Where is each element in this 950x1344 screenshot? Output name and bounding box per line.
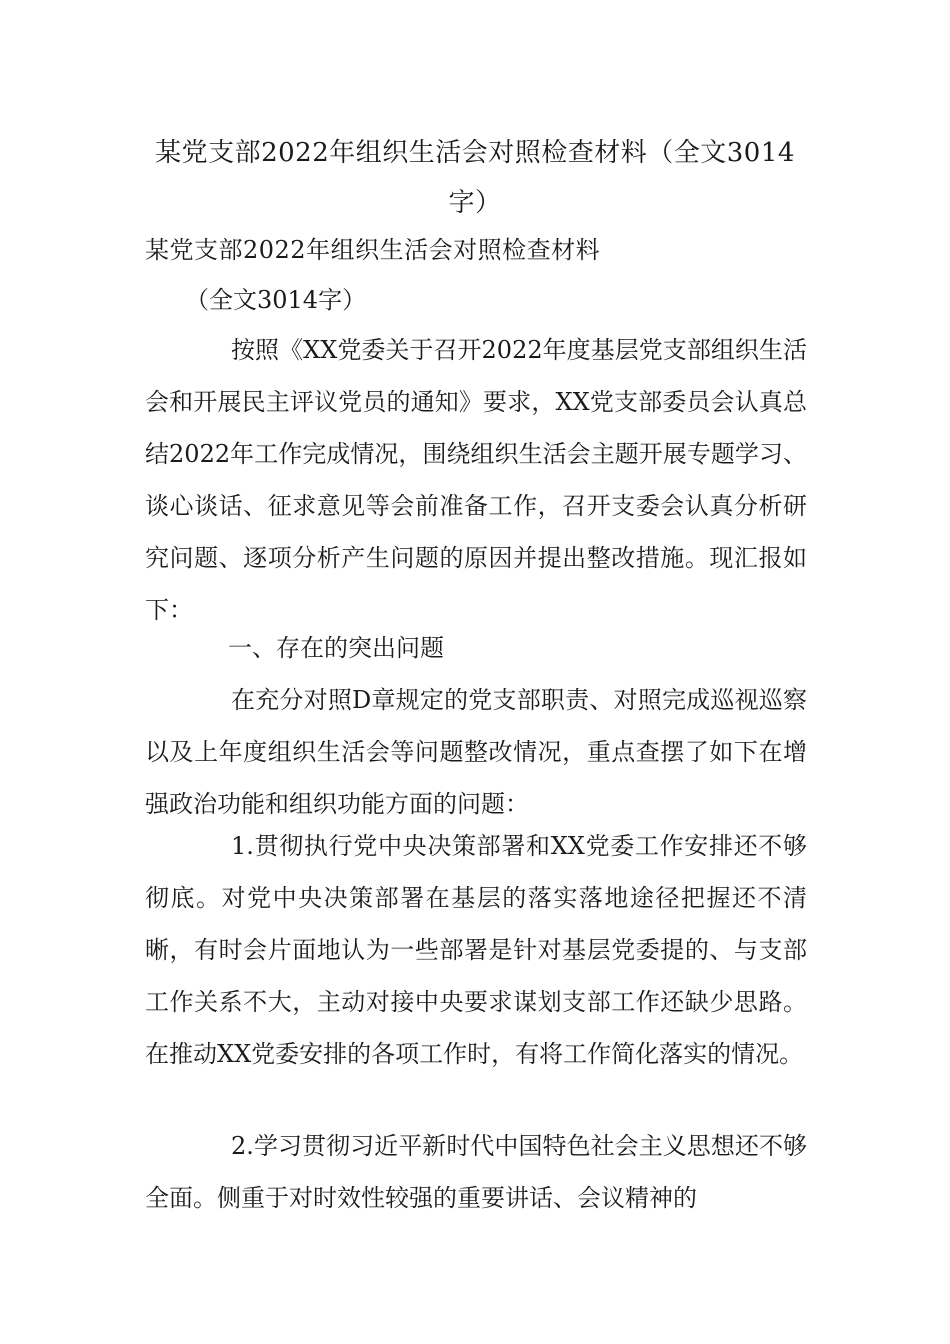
section-heading: 一、存在的突出问题	[228, 634, 444, 662]
word-count: （全文3014字）	[185, 286, 367, 314]
intro-paragraph: 按照《XX党委关于召开2022年度基层党支部组织生活会和开展民主评议党员的通知》要求，XX党支部委员会认真总结2022年工作完成情况，围绕组织生活会主题开展专题学习、谈心谈话、征求意见等会前准备工作，召开支委会认真分析研究问题、逐项分析产生问题的原因并提出整改措施。现汇报如下：	[145, 336, 807, 624]
document-subtitle: 某党支部2022年组织生活会对照检查材料	[145, 236, 601, 264]
issue-item-2: 2.学习贯彻习近平新时代中国特色社会主义思想还不够全面。侧重于对时效性较强的重要讲话、会议精神的	[145, 1132, 807, 1212]
section-intro-paragraph: 在充分对照D章规定的党支部职责、对照完成巡视巡察以及上年度组织生活会等问题整改情况，重点查摆了如下在增强政治功能和组织功能方面的问题：	[145, 686, 807, 818]
document-title: 某党支部2022年组织生活会对照检查材料（全文3014字）	[155, 138, 795, 218]
issue-item-1: 1.贯彻执行党中央决策部署和XX党委工作安排还不够彻底。对党中央决策部署在基层的落实落地途径把握还不清晰，有时会片面地认为一些部署是针对基层党委提的、与支部工作关系不大，主动对接中央要求谋划支部工作还缺少思路。在推动XX党委安排的各项工作时，有将工作简化落实的情况。	[145, 832, 807, 1068]
